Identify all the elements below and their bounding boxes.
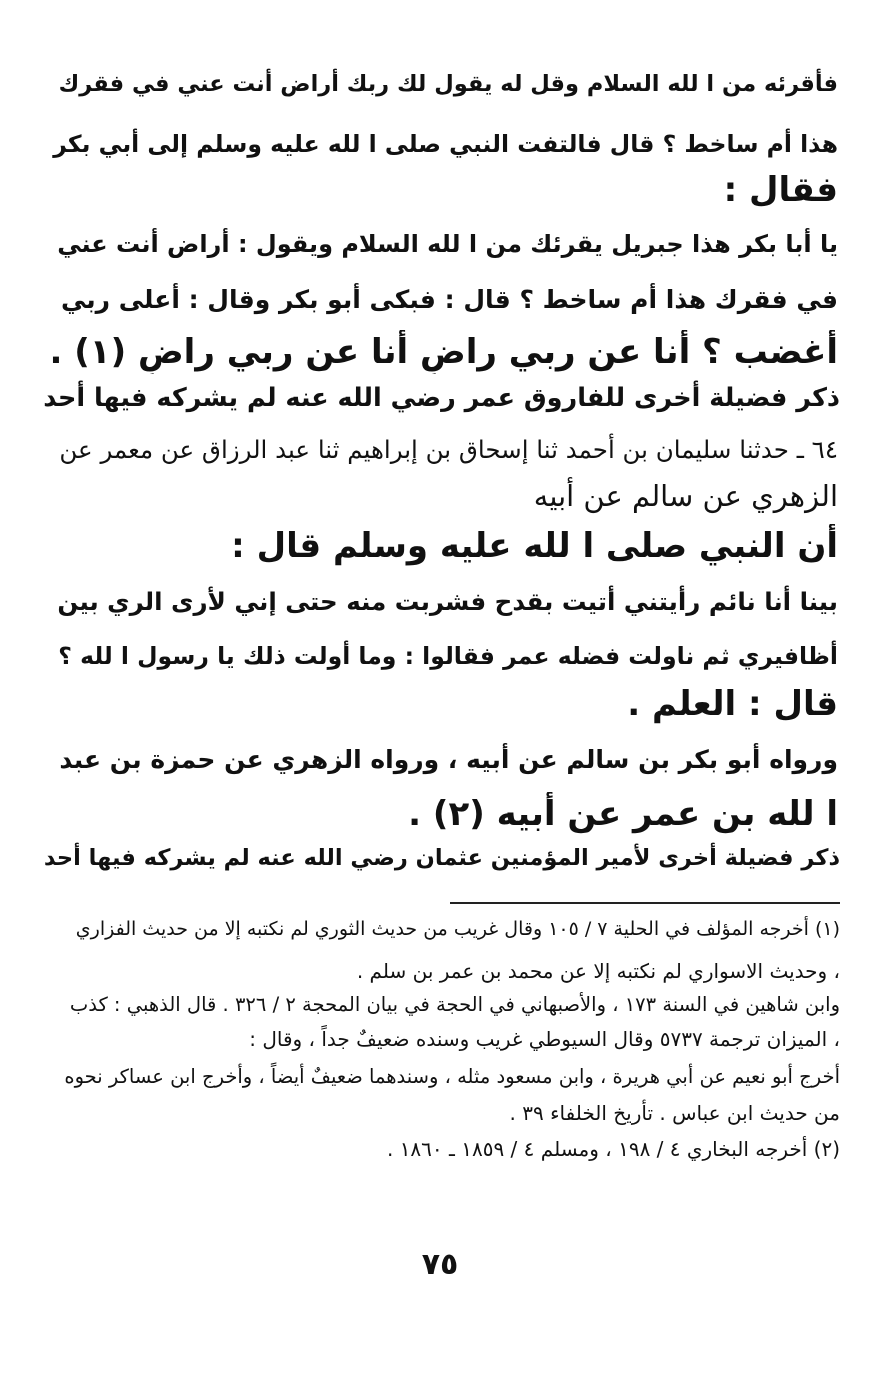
footnote-line-7: (٢) أخرجه البخاري ٤ / ١٩٨ ، ومسلم ٤ / ١٨٥٩ ـ ١٨٦٠ . (386, 1137, 840, 1161)
body-line-6: أغضب ؟ أنا عن ربي راضٍ أنا عن ربي راضٍ (١) . (49, 332, 838, 372)
body-line-2: هذا أم ساخط ؟ قال فالتفت النبي صلى ا لله عليه وسلم إلى أبي بكر (53, 130, 838, 158)
section-heading-umar: ذكر فضيلة أخرى للفاروق عمر رضي الله عنه لم يشركه فيها أحد (43, 383, 840, 413)
page-number: ٧٥ (421, 1247, 459, 1282)
isnad-line-1: ٦٤ ـ حدثنا سليمان بن أحمد ثنا إسحاق بن إبراهيم ثنا عبد الرزاق عن معمر عن (59, 435, 838, 464)
isnad-line-2: الزهري عن سالم عن أبيه (533, 479, 838, 513)
footnote-line-2: ، وحديث الاسواري لم نكتبه إلا عن محمد بن عمر بن سلم . (356, 959, 840, 983)
footnote-line-3: وابن شاهين في السنة ١٧٣ ، والأصبهاني في الحجة في بيان المحجة ٢ / ٣٢٦ . قال الذهبي : كذب (69, 993, 840, 1016)
footnote-line-6: من حديث ابن عباس . تأريخ الخلفاء ٣٩ . (509, 1101, 840, 1125)
body-line-5: في فقرك هذا أم ساخط ؟ قال : فبكى أبو بكر وقال : أعلى ربي (60, 285, 838, 314)
hadith-line-1: أن النبي صلى ا لله عليه وسلم قال : (231, 526, 838, 566)
hadith-line-4: قال : العلم . (627, 684, 838, 724)
footnote-line-4: ، الميزان ترجمة ٥٧٣٧ وقال السيوطي غريب وسنده ضعيفٌ جداً ، وقال : (249, 1027, 840, 1051)
body-line-1: فأقرئه من ا لله السلام وقل له يقول لك ربك أراض أنت عني في فقرك (58, 71, 838, 97)
body-line-3: فقال : (723, 170, 838, 210)
hadith-line-5: ورواه أبو بكر بن سالم عن أبيه ، ورواه الزهري عن حمزة بن عبد (59, 745, 838, 774)
footnote-line-5: أخرج أبو نعيم عن أبي هريرة ، وابن مسعود مثله ، وسندهما ضعيفٌ أيضاً ، وأخرج ابن عساكر نحوه (64, 1065, 840, 1088)
hadith-line-3: أظافيري ثم ناولت فضله عمر فقالوا : وما أولت ذلك يا رسول ا لله ؟ (58, 642, 838, 670)
section-heading-uthman: ذكر فضيلة أخرى لأمير المؤمنين عثمان رضي الله عنه لم يشركه فيها أحد (43, 845, 840, 871)
footnote-line-1: (١) أخرجه المؤلف في الحلية ٧ / ١٠٥ وقال غريب من حديث الثوري لم نكتبه إلا من حديث الفزاري (75, 918, 840, 940)
footnote-divider (450, 902, 840, 904)
hadith-line-2: بينا أنا نائم رأيتني أتيت بقدح فشربت منه حتى إني لأرى الري بين (57, 587, 838, 616)
hadith-line-6: ا لله بن عمر عن أبيه (٢) . (408, 794, 838, 834)
body-line-4: يا أبا بكر هذا جبريل يقرئك من ا لله السلام ويقول : أراض أنت عني (57, 230, 838, 258)
